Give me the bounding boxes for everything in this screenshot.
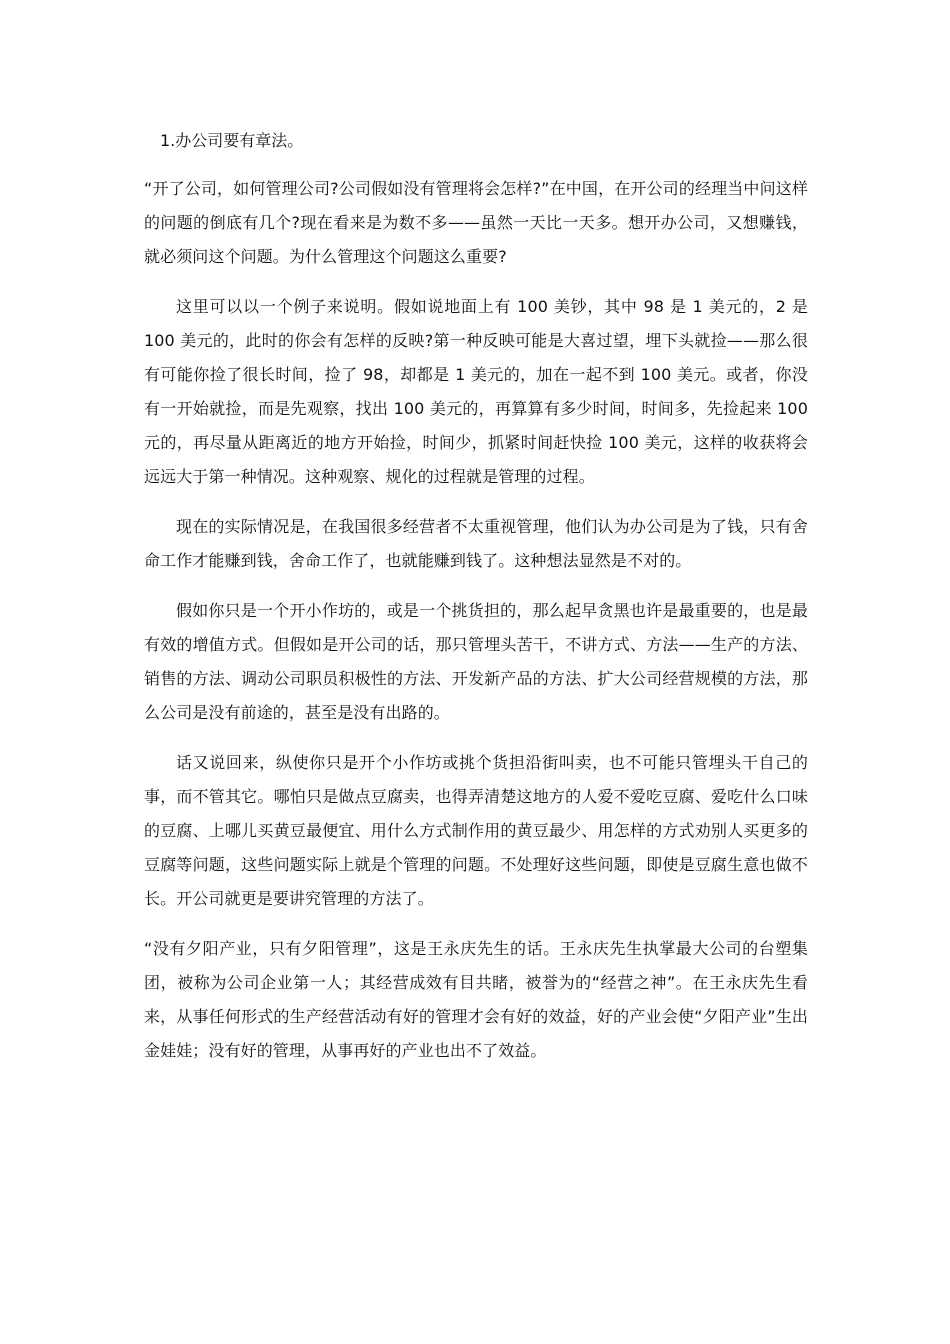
paragraph-dollar-example: 这里可以以一个例子来说明。假如说地面上有 100 美钞，其中 98 是 1 美元的，2 是 100 美元的，此时的你会有怎样的反映?第一种反映可能是大喜过望，埋下头就捡——那么很有可能你捡了很长时间，捡了 98，却都是 1 美元的，加在一起不到 100 美元。或者，你没有一开始就捡，而是先观察，找出 100 美元的，再算算有多少时间，时间多，先捡起来 100 元的，再尽量从距离近的地方开始捡，时间少，抓紧时间赶快捡 100 美元，这样的收获将会远远大于第一种情况。这种观察、规化的过程就是管理的过程。 xyxy=(144,297,808,486)
document-body xyxy=(144,124,808,1084)
paragraph-wang-yongqing-quote: “没有夕阳产业，只有夕阳管理”，这是王永庆先生的话。王永庆先生执掌最大公司的台塑集团，被称为公司企业第一人；其经营成效有目共睹，被誉为的“经营之神”。在王永庆先生看来，从事任何形式的生产经营活动有好的管理才会有好的效益，好的产业会使“夕阳产业”生出金娃娃；没有好的管理，从事再好的产业也出不了效益。 xyxy=(144,939,808,1060)
paragraph-intro-question: “开了公司，如何管理公司?公司假如没有管理将会怎样?”在中国，在开公司的经理当中问这样的问题的倒底有几个?现在看来是为数不多——虽然一天比一天多。想开办公司，又想赚钱，就必须问这个问题。为什么管理这个问题这么重要? xyxy=(144,179,808,266)
paragraph-workshop-vs-company: 假如你只是一个开小作坊的，或是一个挑货担的，那么起早贪黑也许是最重要的，也是最有效的增值方式。但假如是开公司的话，那只管埋头苦干，不讲方式、方法——生产的方法、销售的方法、调动公司职员积极性的方法、开发新产品的方法、扩大公司经营规模的方法，那么公司是没有前途的，甚至是没有出路的。 xyxy=(144,601,808,722)
section-heading: 1.办公司要有章法。 xyxy=(160,131,304,150)
paragraph-tofu-example: 话又说回来，纵使你只是开个小作坊或挑个货担沿街叫卖，也不可能只管埋头干自己的事，而不管其它。哪怕只是做点豆腐卖，也得弄清楚这地方的人爱不爱吃豆腐、爱吃什么口味的豆腐、上哪儿买黄豆最便宜、用什么方式制作用的黄豆最少、用怎样的方式劝别人买更多的豆腐等问题，这些问题实际上就是个管理的问题。不处理好这些问题，即使是豆腐生意也做不长。开公司就更是要讲究管理的方法了。 xyxy=(144,753,808,908)
paragraph-current-situation: 现在的实际情况是，在我国很多经营者不太重视管理，他们认为办公司是为了钱，只有舍命工作才能赚到钱，舍命工作了，也就能赚到钱了。这种想法显然是不对的。 xyxy=(144,517,808,570)
